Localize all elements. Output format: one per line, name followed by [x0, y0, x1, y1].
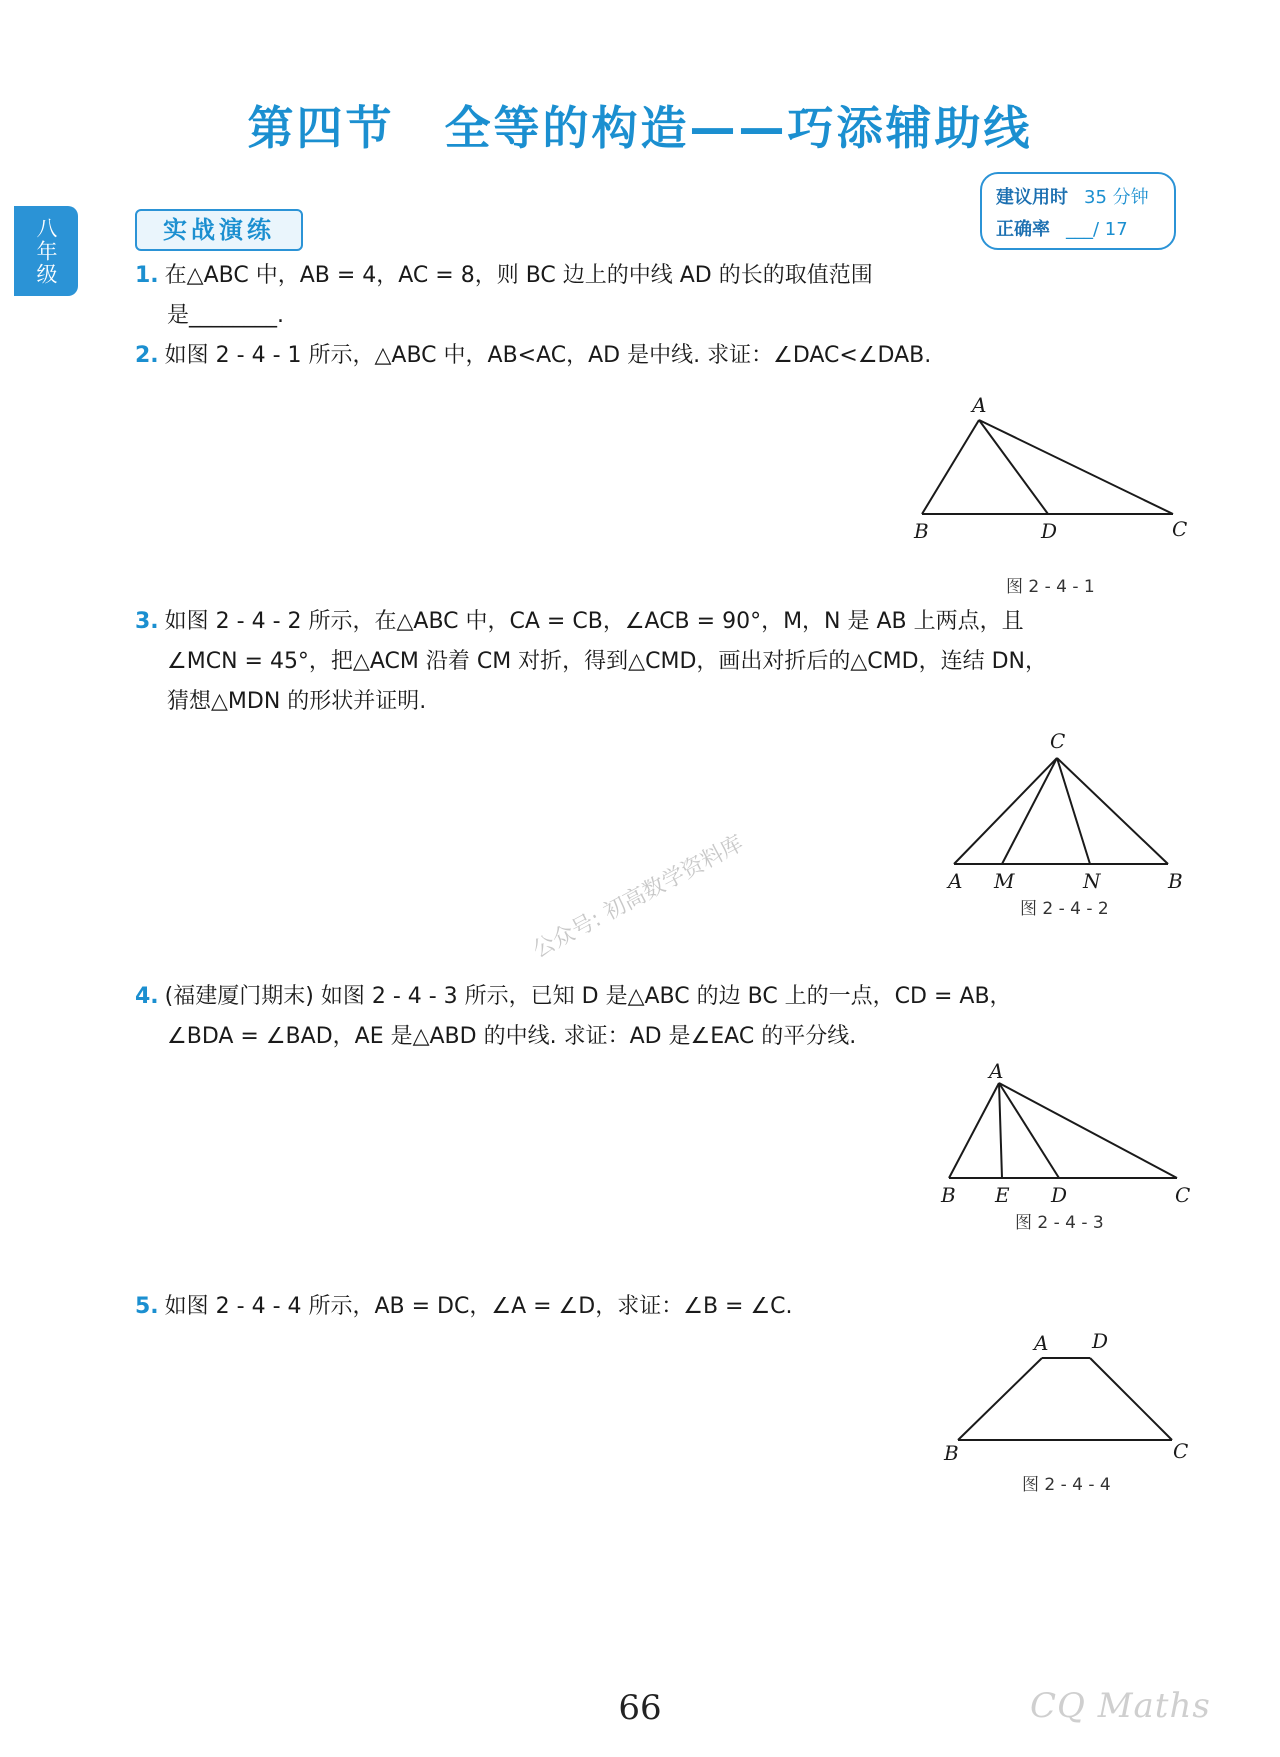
page-title — [0, 92, 1280, 158]
question-text: ∠MCN = 45°，把△ACM 沿着 CM 对折，得到△CMD，画出对折后的△CMD，连结 DN， — [167, 649, 1047, 674]
question-number: 4. — [135, 984, 159, 1009]
figure-2-4-3 — [925, 1056, 1205, 1236]
segment-cm — [1002, 758, 1057, 864]
point-label: D — [1051, 1183, 1068, 1207]
segment-ad — [979, 420, 1048, 514]
section-number: 第四节 — [247, 101, 395, 155]
rate-label: 正确率 — [996, 219, 1050, 240]
segment-ca — [954, 758, 1057, 864]
segment-ab — [949, 1083, 999, 1178]
question-number: 1. — [135, 263, 159, 288]
time-label: 建议用时 — [996, 187, 1068, 208]
point-label: B — [941, 1183, 956, 1207]
figure-caption: 图 2 - 4 - 2 — [1020, 899, 1109, 919]
question-2 — [135, 336, 931, 376]
point-label: D — [1041, 519, 1058, 543]
point-label: B — [944, 1441, 959, 1465]
segment-ac — [979, 420, 1173, 514]
question-1 — [135, 256, 873, 336]
segment-ab — [958, 1358, 1042, 1440]
question-text: 在△ABC 中，AB = 4，AC = 8，则 BC 边上的中线 AD 的长的取值范围 — [164, 263, 873, 288]
grade-side-tab — [14, 206, 78, 296]
question-text: 是________. — [167, 303, 284, 328]
question-text: 如图 2 - 4 - 2 所示，在△ABC 中，CA = CB，∠ACB = 90°，M，N 是 AB 上两点，且 — [164, 609, 1024, 634]
question-5 — [135, 1287, 793, 1327]
segment-dc — [1090, 1358, 1172, 1440]
point-label: B — [1168, 869, 1183, 893]
segment-ac — [999, 1083, 1177, 1178]
question-number: 5. — [135, 1294, 159, 1319]
rate-row — [996, 214, 1160, 246]
question-text: 猜想△MDN 的形状并证明. — [167, 689, 427, 714]
question-4 — [135, 977, 1012, 1057]
segment-ae — [999, 1083, 1002, 1178]
figure-caption: 图 2 - 4 - 1 — [1006, 577, 1095, 597]
segment-ab — [922, 420, 979, 514]
point-label: C — [1050, 729, 1066, 753]
question-text: (福建厦门期末) 如图 2 - 4 - 3 所示，已知 D 是△ABC 的边 BC 上的一点，CD = AB， — [164, 984, 1012, 1009]
publisher-logo: CQ Maths — [1030, 1686, 1211, 1726]
rate-value: ___/ 17 — [1066, 219, 1128, 240]
page-number: 66 — [618, 1688, 662, 1728]
figure-2-4-1 — [900, 394, 1200, 604]
point-label: E — [995, 1183, 1010, 1207]
watermark: 公众号: 初高数学资料库 — [528, 831, 748, 964]
point-label: A — [972, 394, 987, 417]
question-3 — [135, 602, 1047, 722]
figure-2-4-4 — [930, 1318, 1190, 1498]
timer-box — [980, 172, 1176, 250]
point-label: D — [1092, 1329, 1109, 1353]
time-value: 35 分钟 — [1084, 187, 1149, 208]
point-label: A — [948, 869, 963, 893]
point-label: N — [1083, 869, 1101, 893]
question-number: 2. — [135, 343, 159, 368]
section-label: 实战演练 — [135, 209, 303, 251]
question-text: 如图 2 - 4 - 4 所示，AB = DC，∠A = ∠D，求证：∠B = ∠C. — [164, 1294, 793, 1319]
point-label: C — [1173, 1439, 1189, 1463]
figure-caption: 图 2 - 4 - 4 — [1022, 1475, 1111, 1495]
question-text: 如图 2 - 4 - 1 所示，△ABC 中，AB<AC，AD 是中线. 求证：∠DAC<∠DAB. — [164, 343, 932, 368]
point-label: M — [994, 869, 1015, 893]
point-label: A — [989, 1059, 1004, 1083]
section-title: 全等的构造——巧添辅助线 — [444, 101, 1033, 155]
grade-label: 八年级 — [34, 216, 58, 286]
figure-caption: 图 2 - 4 - 3 — [1015, 1213, 1104, 1233]
figure-2-4-2 — [930, 724, 1190, 924]
question-text: ∠BDA = ∠BAD，AE 是△ABD 的中线. 求证：AD 是∠EAC 的平分线. — [167, 1024, 857, 1049]
time-row — [996, 182, 1160, 214]
point-label: C — [1175, 1183, 1191, 1207]
point-label: C — [1172, 517, 1188, 541]
question-number: 3. — [135, 609, 159, 634]
point-label: A — [1034, 1331, 1049, 1355]
segment-ad — [999, 1083, 1059, 1178]
point-label: B — [914, 519, 929, 543]
